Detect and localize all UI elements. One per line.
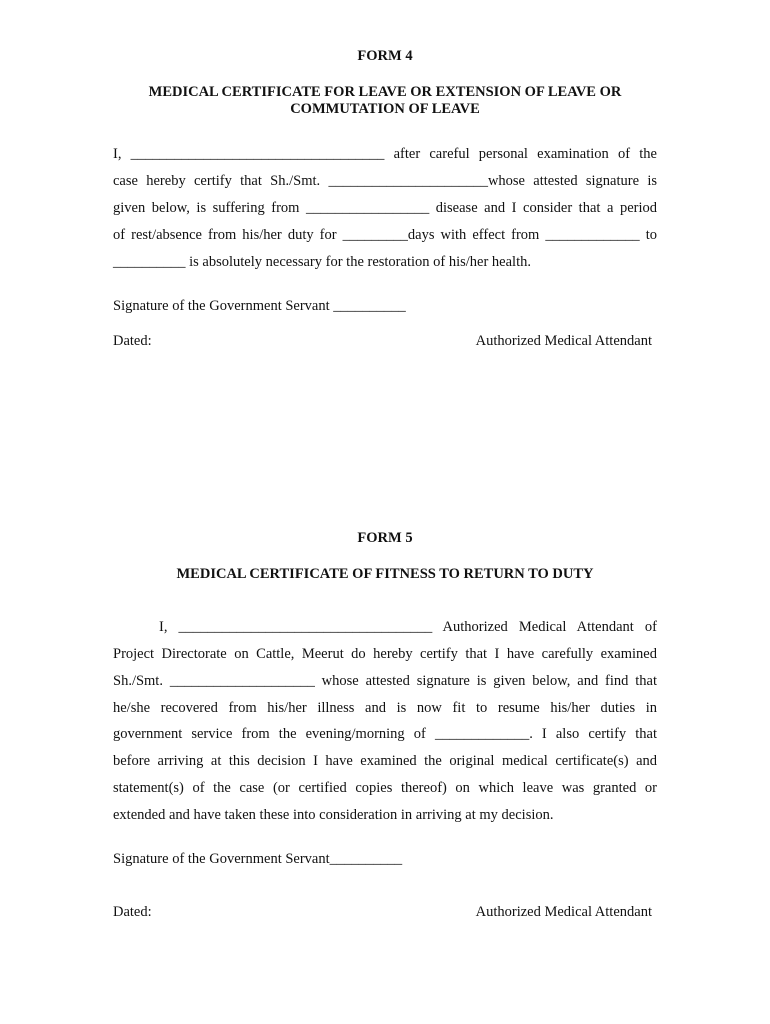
form-5-dated-label: Dated:: [113, 904, 152, 920]
form-5-label: FORM 5: [357, 530, 413, 546]
form-4-body-line: case hereby certify that Sh./Smt. ______________________whose attested signature is: [113, 173, 657, 189]
form-4-body-line: given below, is suffering from _________________ disease and I consider that a period: [113, 200, 657, 216]
form-4-signature-line: Signature of the Government Servant __________: [113, 298, 406, 314]
form-4-body-line: of rest/absence from his/her duty for _________days with effect from _____________ to: [113, 227, 657, 243]
form-5-body-line: government service from the evening/morning of _____________. I also certify that: [113, 726, 657, 742]
form-5-body-line: Project Directorate on Cattle, Meerut do hereby certify that I have carefully examined: [113, 646, 657, 662]
form-5-body-line: he/she recovered from his/her illness and is now fit to resume his/her duties in: [113, 700, 657, 716]
form-5-body-line: I, ___________________________________ Authorized Medical Attendant of: [159, 619, 657, 635]
form-4-label: FORM 4: [357, 48, 413, 64]
form-5-body-line: statement(s) of the case (or certified copies thereof) on which leave was granted or: [113, 780, 657, 796]
form-5-body-line: extended and have taken these into consideration in arriving at my decision.: [113, 807, 554, 823]
form-5-attendant-label: Authorized Medical Attendant: [475, 904, 652, 920]
form-4-title-line-1: MEDICAL CERTIFICATE FOR LEAVE OR EXTENSION OF LEAVE OR: [148, 84, 622, 100]
form-4-body-line: __________ is absolutely necessary for the restoration of his/her health.: [113, 254, 531, 270]
form-4-body-line: I, ___________________________________ after careful personal examination of the: [113, 146, 657, 162]
form-4-dated-label: Dated:: [113, 333, 152, 349]
form-5-body-line: before arriving at this decision I have examined the original medical certificate(s) and: [113, 753, 657, 769]
form-4-title-line-2: COMMUTATION OF LEAVE: [290, 101, 480, 117]
form-5-signature-line: Signature of the Government Servant__________: [113, 851, 403, 867]
form-5-title: MEDICAL CERTIFICATE OF FITNESS TO RETURN TO DUTY: [176, 566, 594, 582]
form-5-body-line: Sh./Smt. ____________________ whose attested signature is given below, and find that: [113, 673, 657, 689]
form-4-attendant-label: Authorized Medical Attendant: [475, 333, 652, 349]
